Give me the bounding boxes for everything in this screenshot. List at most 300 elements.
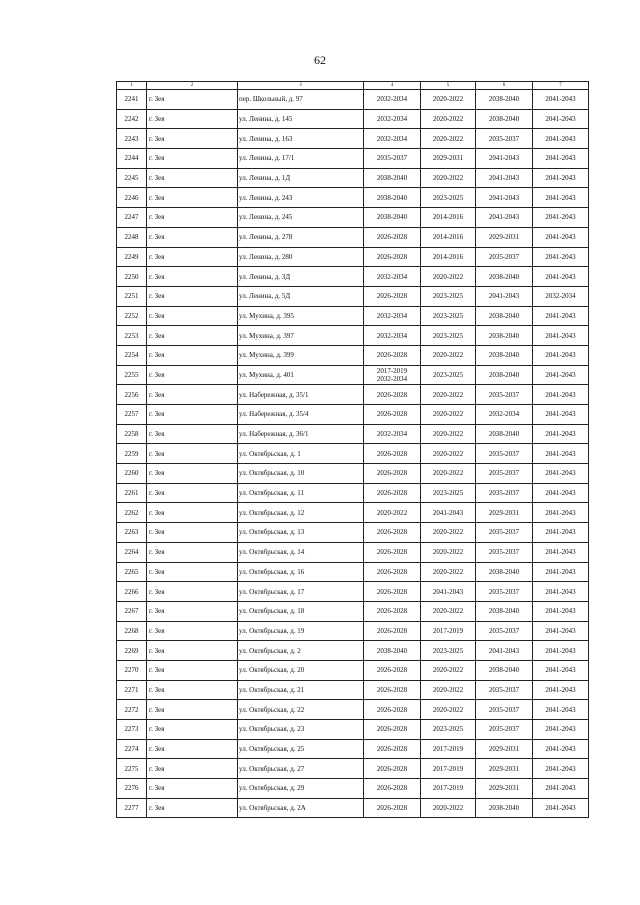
period-cell: 2041-2043 [476,641,533,661]
period-cell: 2029-2031 [476,503,533,523]
table-row [117,208,589,228]
period-cell: 2017-2019 [421,759,476,779]
period-cell: 2020-2022 [421,523,476,543]
period-cell: 2020-2022 [421,405,476,425]
period-cell: 2020-2022 [421,444,476,464]
period-cell: 2035-2037 [476,444,533,464]
period-cell: 2038-2040 [364,208,421,228]
period-cell: 2032-2034 [364,326,421,346]
address-cell: ул. Набережная, д. 36/1 [238,424,364,444]
period-cell: 2038-2040 [476,424,533,444]
city-cell: г. Зея [147,601,238,621]
period-cell: 2026-2028 [364,759,421,779]
city-cell: г. Зея [147,641,238,661]
table-row [117,444,589,464]
row-number: 2276 [117,779,147,799]
address-cell: ул. Ленина, д. 17/1 [238,149,364,169]
row-number: 2267 [117,601,147,621]
period-cell: 2038-2040 [476,90,533,110]
period-cell: 2026-2028 [364,739,421,759]
period-cell: 2035-2037 [476,247,533,267]
city-cell: г. Зея [147,444,238,464]
table-row [117,424,589,444]
table-row [117,720,589,740]
period-cell: 2026-2028 [364,405,421,425]
table-row [117,149,589,169]
period-cell: 2026-2028 [364,483,421,503]
period-cell: 2041-2043 [533,739,589,759]
period-cell: 2041-2043 [533,188,589,208]
period-cell: 2041-2043 [476,149,533,169]
period-cell: 2041-2043 [533,779,589,799]
period-cell: 2035-2037 [476,523,533,543]
city-cell: г. Зея [147,326,238,346]
period-cell: 2029-2031 [476,227,533,247]
period-cell: 2026-2028 [364,779,421,799]
page-number: 62 [314,53,326,67]
city-cell: г. Зея [147,562,238,582]
row-number: 2257 [117,405,147,425]
period-cell: 2041-2043 [533,444,589,464]
city-cell: г. Зея [147,168,238,188]
city-cell: г. Зея [147,680,238,700]
period-cell: 2026-2028 [364,680,421,700]
address-cell: ул. Октябрьская, д. 19 [238,621,364,641]
period-cell: 2014-2016 [421,247,476,267]
city-cell: г. Зея [147,149,238,169]
period-cell: 2041-2043 [533,582,589,602]
period-cell: 2020-2022 [421,424,476,444]
city-cell: г. Зея [147,345,238,365]
row-number: 2253 [117,326,147,346]
period-cell: 2035-2037 [476,483,533,503]
period-cell: 2020-2022 [421,345,476,365]
row-number: 2251 [117,286,147,306]
period-cell: 2035-2037 [476,680,533,700]
period-cell: 2041-2043 [533,562,589,582]
table-row [117,365,589,385]
period-cell: 2038-2040 [476,109,533,129]
period-cell: 2020-2022 [421,601,476,621]
period-cell: 2041-2043 [533,405,589,425]
address-cell: ул. Октябрьская, д. 16 [238,562,364,582]
period-cell: 2041-2043 [476,168,533,188]
period-cell: 2041-2043 [533,759,589,779]
row-number: 2243 [117,129,147,149]
city-cell: г. Зея [147,267,238,287]
city-cell: г. Зея [147,759,238,779]
row-number: 2259 [117,444,147,464]
period-cell: 2023-2025 [421,641,476,661]
period-cell: 2026-2028 [364,700,421,720]
table-row [117,345,589,365]
period-cell: 2020-2022 [364,503,421,523]
period-cell: 2017-2019 2032-2034 [364,365,421,385]
table-row [117,759,589,779]
period-cell: 2038-2040 [476,306,533,326]
city-cell: г. Зея [147,464,238,484]
row-number: 2254 [117,345,147,365]
period-cell: 2026-2028 [364,582,421,602]
period-cell: 2026-2028 [364,345,421,365]
city-cell: г. Зея [147,424,238,444]
period-cell: 2023-2025 [421,720,476,740]
row-number: 2264 [117,542,147,562]
city-cell: г. Зея [147,405,238,425]
address-cell: ул. Октябрьская, д. 12 [238,503,364,523]
period-cell: 2038-2040 [364,168,421,188]
period-cell: 2032-2034 [364,424,421,444]
table-row [117,168,589,188]
period-cell: 2020-2022 [421,90,476,110]
period-cell: 2041-2043 [533,365,589,385]
address-cell: ул. Октябрьская, д. 23 [238,720,364,740]
period-cell: 2023-2025 [421,306,476,326]
period-cell: 2020-2022 [421,680,476,700]
table-row [117,90,589,110]
period-cell: 2020-2022 [421,129,476,149]
address-cell: ул. Ленина, д. 1Д [238,168,364,188]
row-number: 2247 [117,208,147,228]
table-row [117,660,589,680]
period-cell: 2038-2040 [364,641,421,661]
column-number-row [117,82,589,90]
period-cell: 2026-2028 [364,385,421,405]
row-number: 2249 [117,247,147,267]
table-row [117,601,589,621]
period-cell: 2035-2037 [476,385,533,405]
city-cell: г. Зея [147,129,238,149]
period-cell: 2041-2043 [533,641,589,661]
period-cell: 2020-2022 [421,700,476,720]
period-cell: 2029-2031 [421,149,476,169]
period-cell: 2041-2043 [533,542,589,562]
row-number: 2250 [117,267,147,287]
period-cell: 2035-2037 [476,582,533,602]
period-cell: 2038-2040 [364,188,421,208]
table-row [117,306,589,326]
table-row [117,562,589,582]
period-cell: 2041-2043 [533,247,589,267]
column-header: 2 [147,82,238,90]
city-cell: г. Зея [147,582,238,602]
city-cell: г. Зея [147,779,238,799]
period-cell: 2038-2040 [476,798,533,818]
period-cell: 2026-2028 [364,660,421,680]
period-cell: 2020-2022 [421,798,476,818]
table-row [117,621,589,641]
city-cell: г. Зея [147,90,238,110]
period-cell: 2032-2034 [476,405,533,425]
row-number: 2269 [117,641,147,661]
period-cell: 2041-2043 [533,208,589,228]
row-number: 2246 [117,188,147,208]
period-cell: 2026-2028 [364,286,421,306]
city-cell: г. Зея [147,306,238,326]
column-header: 7 [533,82,589,90]
address-cell: ул. Ленина, д. 278 [238,227,364,247]
city-cell: г. Зея [147,523,238,543]
address-cell: ул. Ленина, д. 163 [238,129,364,149]
row-number: 2265 [117,562,147,582]
city-cell: г. Зея [147,660,238,680]
address-cell: ул. Октябрьская, д. 18 [238,601,364,621]
table-row [117,798,589,818]
city-cell: г. Зея [147,503,238,523]
address-cell: ул. Октябрьская, д. 25 [238,739,364,759]
period-cell: 2020-2022 [421,385,476,405]
period-cell: 2017-2019 [421,621,476,641]
period-cell: 2035-2037 [364,149,421,169]
period-cell: 2041-2043 [476,188,533,208]
period-cell: 2026-2028 [364,621,421,641]
table-row [117,542,589,562]
period-cell: 2038-2040 [476,345,533,365]
address-cell: ул. Октябрьская, д. 10 [238,464,364,484]
table-row [117,109,589,129]
period-cell: 2029-2031 [476,759,533,779]
period-cell: 2041-2043 [533,621,589,641]
period-cell: 2041-2043 [533,90,589,110]
address-cell: ул. Ленина, д. 3Д [238,267,364,287]
period-cell: 2032-2034 [364,306,421,326]
city-cell: г. Зея [147,483,238,503]
city-cell: г. Зея [147,227,238,247]
period-cell: 2041-2043 [533,227,589,247]
column-header: 6 [476,82,533,90]
period-cell: 2020-2022 [421,168,476,188]
period-cell: 2041-2043 [533,660,589,680]
table-row [117,129,589,149]
column-header: 1 [117,82,147,90]
city-cell: г. Зея [147,720,238,740]
address-cell: ул. Мухина, д. 401 [238,365,364,385]
city-cell: г. Зея [147,188,238,208]
table-row [117,247,589,267]
period-cell: 2041-2043 [476,286,533,306]
period-cell: 2041-2043 [533,680,589,700]
row-number: 2248 [117,227,147,247]
period-cell: 2038-2040 [476,267,533,287]
period-cell: 2029-2031 [476,779,533,799]
period-cell: 2023-2025 [421,483,476,503]
row-number: 2255 [117,365,147,385]
period-cell: 2041-2043 [533,601,589,621]
address-cell: ул. Октябрьская, д. 1 [238,444,364,464]
table-row [117,267,589,287]
row-number: 2262 [117,503,147,523]
row-number: 2266 [117,582,147,602]
address-cell: ул. Набережная, д. 35/1 [238,385,364,405]
period-cell: 2014-2016 [421,208,476,228]
period-cell: 2014-2016 [421,227,476,247]
period-cell: 2032-2034 [533,286,589,306]
table-body [117,90,589,818]
table-row [117,739,589,759]
period-cell: 2041-2043 [533,326,589,346]
table-row [117,385,589,405]
address-cell: ул. Октябрьская, д. 20 [238,660,364,680]
table-row [117,680,589,700]
period-cell: 2041-2043 [533,149,589,169]
row-number: 2271 [117,680,147,700]
period-cell: 2026-2028 [364,798,421,818]
period-cell: 2017-2019 [421,779,476,799]
address-cell: ул. Мухина, д. 397 [238,326,364,346]
address-cell: ул. Октябрьская, д. 14 [238,542,364,562]
period-cell: 2038-2040 [476,365,533,385]
period-cell: 2017-2019 [421,739,476,759]
row-number: 2245 [117,168,147,188]
period-cell: 2023-2025 [421,365,476,385]
address-cell: ул. Октябрьская, д. 2 [238,641,364,661]
row-number: 2258 [117,424,147,444]
period-cell: 2041-2043 [533,720,589,740]
period-cell: 2041-2043 [533,798,589,818]
period-cell: 2023-2025 [421,326,476,346]
period-cell: 2020-2022 [421,660,476,680]
address-cell: ул. Октябрьская, д. 11 [238,483,364,503]
period-cell: 2041-2043 [533,700,589,720]
address-cell: ул. Октябрьская, д. 22 [238,700,364,720]
row-number: 2242 [117,109,147,129]
table-row [117,405,589,425]
city-cell: г. Зея [147,247,238,267]
address-cell: ул. Октябрьская, д. 27 [238,759,364,779]
period-cell: 2026-2028 [364,444,421,464]
table-row [117,641,589,661]
column-header: 5 [421,82,476,90]
period-cell: 2026-2028 [364,227,421,247]
period-cell: 2026-2028 [364,720,421,740]
housing-schedule-table [116,81,589,818]
row-number: 2273 [117,720,147,740]
period-cell: 2041-2043 [533,424,589,444]
period-cell: 2038-2040 [476,660,533,680]
period-cell: 2026-2028 [364,523,421,543]
row-number: 2277 [117,798,147,818]
address-cell: ул. Ленина, д. 5Д [238,286,364,306]
address-cell: ул. Ленина, д. 145 [238,109,364,129]
city-cell: г. Зея [147,621,238,641]
city-cell: г. Зея [147,700,238,720]
city-cell: г. Зея [147,109,238,129]
period-cell: 2032-2034 [364,90,421,110]
period-cell: 2026-2028 [364,601,421,621]
period-cell: 2041-2043 [476,208,533,228]
address-cell: ул. Октябрьская, д. 2А [238,798,364,818]
period-cell: 2032-2034 [364,129,421,149]
address-cell: пер. Школьный, д. 97 [238,90,364,110]
table-row [117,227,589,247]
period-cell: 2035-2037 [476,700,533,720]
address-cell: ул. Ленина, д. 243 [238,188,364,208]
period-cell: 2041-2043 [533,267,589,287]
period-cell: 2041-2043 [533,306,589,326]
row-number: 2263 [117,523,147,543]
address-cell: ул. Октябрьская, д. 17 [238,582,364,602]
period-cell: 2023-2025 [421,188,476,208]
period-cell: 2035-2037 [476,129,533,149]
period-cell: 2041-2043 [421,582,476,602]
period-cell: 2020-2022 [421,542,476,562]
address-cell: ул. Октябрьская, д. 29 [238,779,364,799]
address-cell: ул. Набережная, д. 35/4 [238,405,364,425]
period-cell: 2020-2022 [421,109,476,129]
table-row [117,700,589,720]
period-cell: 2026-2028 [364,562,421,582]
period-cell: 2041-2043 [533,503,589,523]
period-cell: 2026-2028 [364,464,421,484]
table-row [117,503,589,523]
period-cell: 2041-2043 [533,483,589,503]
period-cell: 2026-2028 [364,542,421,562]
table-row [117,286,589,306]
address-cell: ул. Октябрьская, д. 13 [238,523,364,543]
period-cell: 2041-2043 [533,464,589,484]
row-number: 2261 [117,483,147,503]
period-cell: 2038-2040 [476,326,533,346]
city-cell: г. Зея [147,286,238,306]
period-cell: 2035-2037 [476,464,533,484]
city-cell: г. Зея [147,385,238,405]
city-cell: г. Зея [147,208,238,228]
column-header: 3 [238,82,364,90]
period-cell: 2041-2043 [533,168,589,188]
row-number: 2256 [117,385,147,405]
period-cell: 2041-2043 [421,503,476,523]
row-number: 2252 [117,306,147,326]
period-cell: 2035-2037 [476,720,533,740]
table-row [117,582,589,602]
period-cell: 2041-2043 [533,109,589,129]
table-row [117,188,589,208]
period-cell: 2038-2040 [476,562,533,582]
period-cell: 2020-2022 [421,562,476,582]
table-row [117,464,589,484]
table-row [117,483,589,503]
table-row [117,523,589,543]
period-cell: 2041-2043 [533,345,589,365]
period-cell: 2038-2040 [476,601,533,621]
row-number: 2244 [117,149,147,169]
column-header: 4 [364,82,421,90]
row-number: 2274 [117,739,147,759]
address-cell: ул. Октябрьская, д. 21 [238,680,364,700]
address-cell: ул. Мухина, д. 399 [238,345,364,365]
period-cell: 2020-2022 [421,464,476,484]
period-cell: 2041-2043 [533,523,589,543]
row-number: 2268 [117,621,147,641]
city-cell: г. Зея [147,739,238,759]
city-cell: г. Зея [147,365,238,385]
address-cell: ул. Ленина, д. 245 [238,208,364,228]
period-cell: 2041-2043 [533,129,589,149]
row-number: 2272 [117,700,147,720]
period-cell: 2035-2037 [476,542,533,562]
period-cell: 2032-2034 [364,109,421,129]
row-number: 2241 [117,90,147,110]
table-row [117,326,589,346]
period-cell: 2041-2043 [533,385,589,405]
address-cell: ул. Мухина, д. 395 [238,306,364,326]
period-cell: 2026-2028 [364,247,421,267]
city-cell: г. Зея [147,542,238,562]
period-cell: 2032-2034 [364,267,421,287]
city-cell: г. Зея [147,798,238,818]
address-cell: ул. Ленина, д. 280 [238,247,364,267]
period-cell: 2029-2031 [476,739,533,759]
